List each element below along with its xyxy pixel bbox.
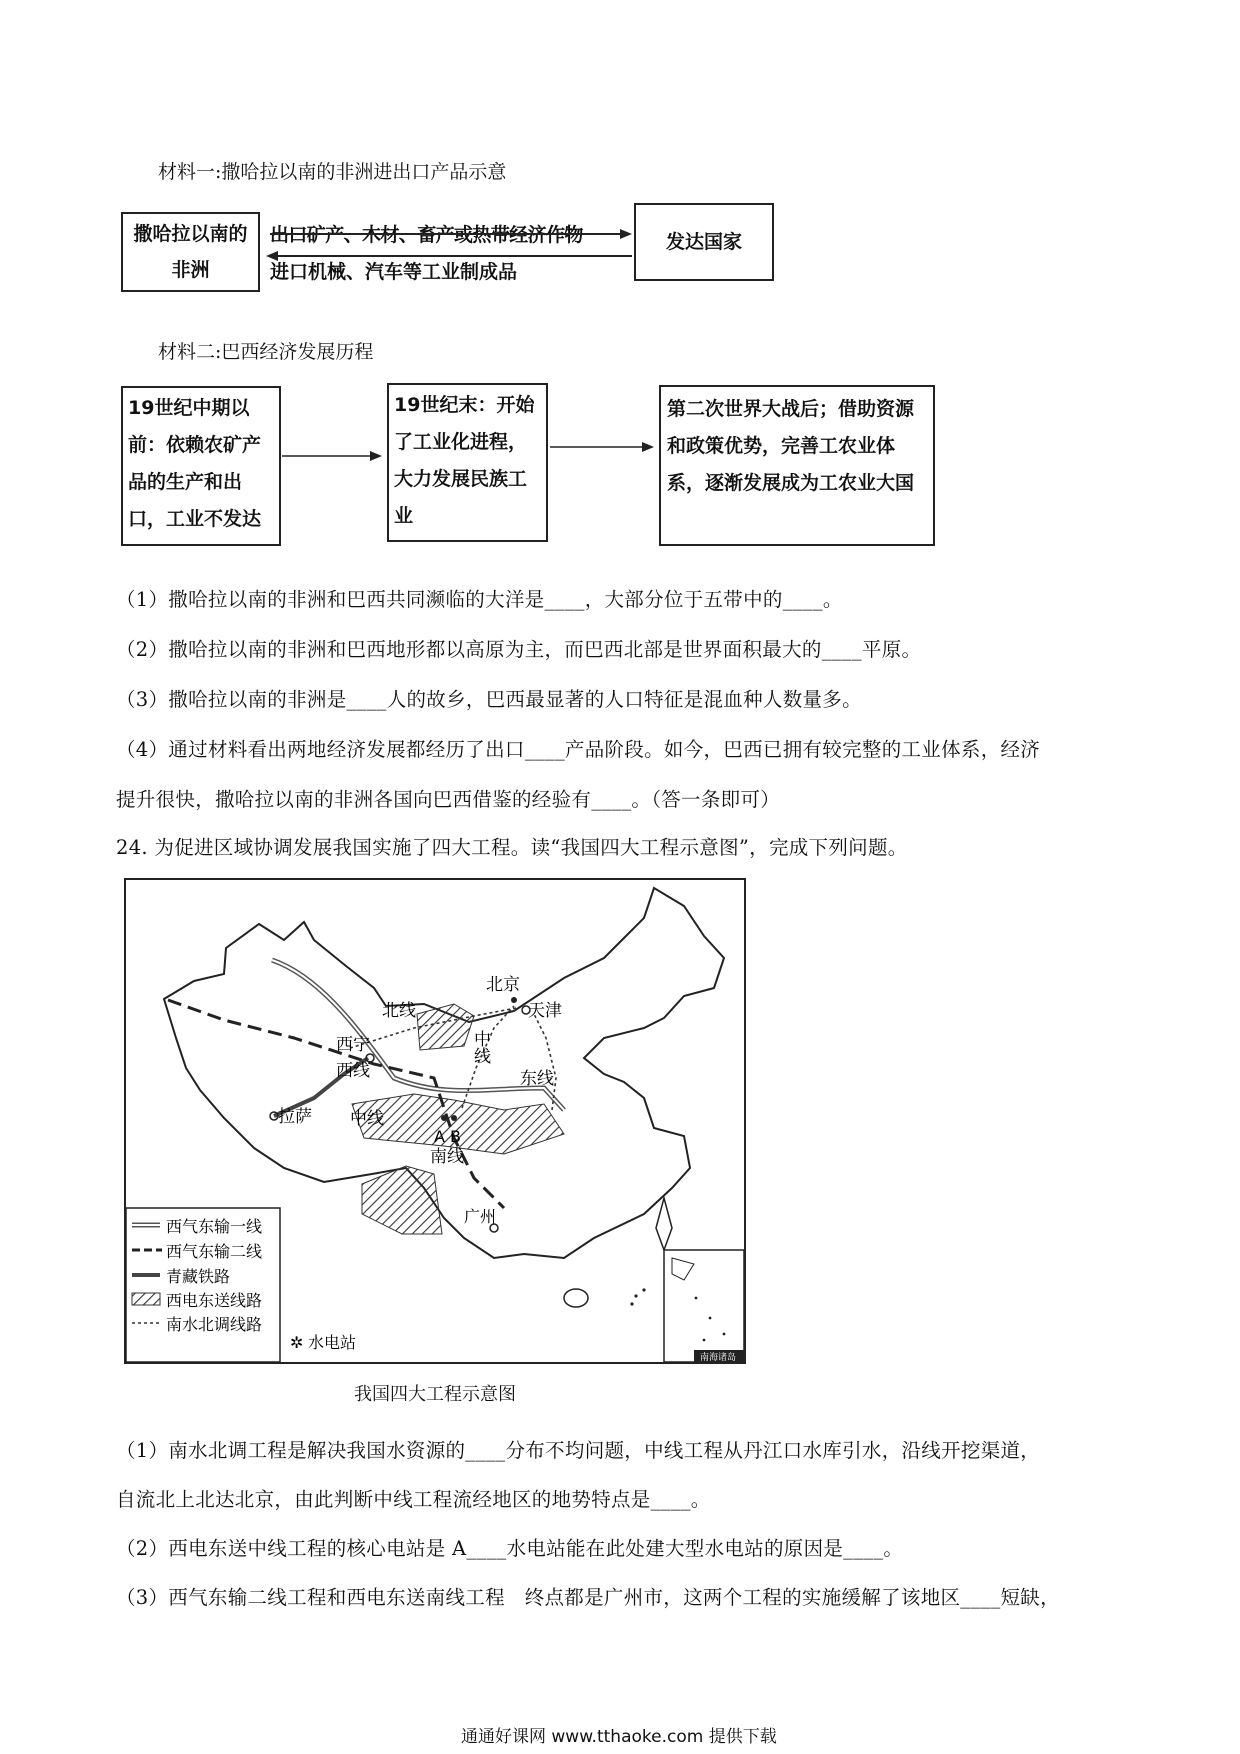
brazil-stage-1: 19世纪中期以前：依赖农矿产品的生产和出口，工业不发达 — [121, 386, 281, 546]
map-label-tianjin: 天津 — [528, 1001, 562, 1021]
q23-4: （4）通过材料看出两地经济发展都经历了出口____产品阶段。如今，巴西已拥有较完整的工业体系，经济 — [116, 738, 1041, 761]
legend-qinghai-tibet-railway: 青藏铁路 — [166, 1267, 231, 1286]
q24-1: （1）南水北调工程是解决我国水资源的____分布不均问题，中线工程从丹江口水库引水，沿线开挖渠道， — [116, 1439, 1041, 1462]
inset-label: 南海诸岛 — [700, 1353, 737, 1363]
legend-gas-line-2: 西气东输二线 — [166, 1242, 263, 1261]
material1-title: 材料一:撒哈拉以南的非洲进出口产品示意 — [158, 161, 507, 183]
footer-text: 通通好课网 www.tthaoke.com 提供下载 — [461, 1727, 777, 1747]
legend-water-line: 南水北调线路 — [166, 1315, 263, 1334]
arrow-2 — [548, 436, 660, 460]
legend-power-line: 西电东送线路 — [166, 1291, 263, 1310]
trade-arrows — [260, 225, 640, 265]
q24-stem: 24. 为促进区域协调发展我国实施了四大工程。读“我国四大工程示意图”，完成下列问题。 — [116, 836, 908, 859]
map-label-middle-line-vertical: 中线 — [470, 1030, 490, 1064]
arrow-1 — [280, 445, 390, 469]
map-label-west-line: 西线 — [336, 1061, 370, 1081]
export-label: 出口矿产、木材、畜产或热带经济作物 — [270, 224, 583, 246]
map-label-ab: A B — [434, 1127, 462, 1146]
legend-hydro: 水电站 — [308, 1333, 357, 1352]
brazil-stage-3: 第二次世界大战后；借助资源和政策优势，完善工农业体系，逐渐发展成为工农业大国 — [659, 385, 935, 546]
map-label-lasa: 拉萨 — [278, 1107, 312, 1127]
q24-3: （3）西气东输二线工程和西电东送南线工程 终点都是广州市，这两个工程的实施缓解了该地区____短缺， — [116, 1586, 1060, 1609]
q23-1: （1）撒哈拉以南的非洲和巴西共同濒临的大洋是____，大部分位于五带中的____。 — [116, 588, 843, 611]
map-label-south-line: 南线 — [430, 1147, 464, 1167]
hydro-station-icon: ✲ — [290, 1333, 304, 1352]
map-label-guangzhou: 广州 — [464, 1207, 497, 1226]
legend-gas-line-1: 西气东输一线 — [166, 1217, 263, 1236]
map-label-xining: 西宁 — [336, 1035, 370, 1055]
q23-4-cont: 提升很快，撒哈拉以南的非洲各国向巴西借鉴的经验有____。（答一条即可） — [116, 788, 781, 811]
china-four-projects-map — [124, 878, 746, 1364]
map-label-beijing: 北京 — [486, 975, 520, 995]
q24-2: （2）西电东送中线工程的核心电站是 A____水电站能在此处建大型水电站的原因是____。 — [116, 1537, 904, 1560]
q23-3: （3）撒哈拉以南的非洲是____人的故乡，巴西最显著的人口特征是混血种人数量多。 — [116, 688, 862, 711]
brazil-stage-2: 19世纪末：开始了工业化进程，大力发展民族工业 — [387, 383, 548, 542]
map-label-north-line: 北线 — [382, 1001, 416, 1021]
material2-title: 材料二:巴西经济发展历程 — [158, 341, 374, 363]
flow-box-africa: 撒哈拉以南的非洲 — [121, 212, 260, 292]
flow-box-developed: 发达国家 — [634, 203, 774, 281]
q24-1-cont: 自流北上北达北京，由此判断中线工程流经地区的地势特点是____。 — [116, 1488, 711, 1511]
map-label-east-line: 东线 — [520, 1069, 554, 1089]
map-caption: 我国四大工程示意图 — [354, 1384, 516, 1405]
import-label: 进口机械、汽车等工业制成品 — [270, 261, 518, 283]
q23-2: （2）撒哈拉以南的非洲和巴西地形都以高原为主，而巴西北部是世界面积最大的____平原。 — [116, 638, 922, 661]
map-label-middle-line: 中线 — [350, 1109, 384, 1129]
